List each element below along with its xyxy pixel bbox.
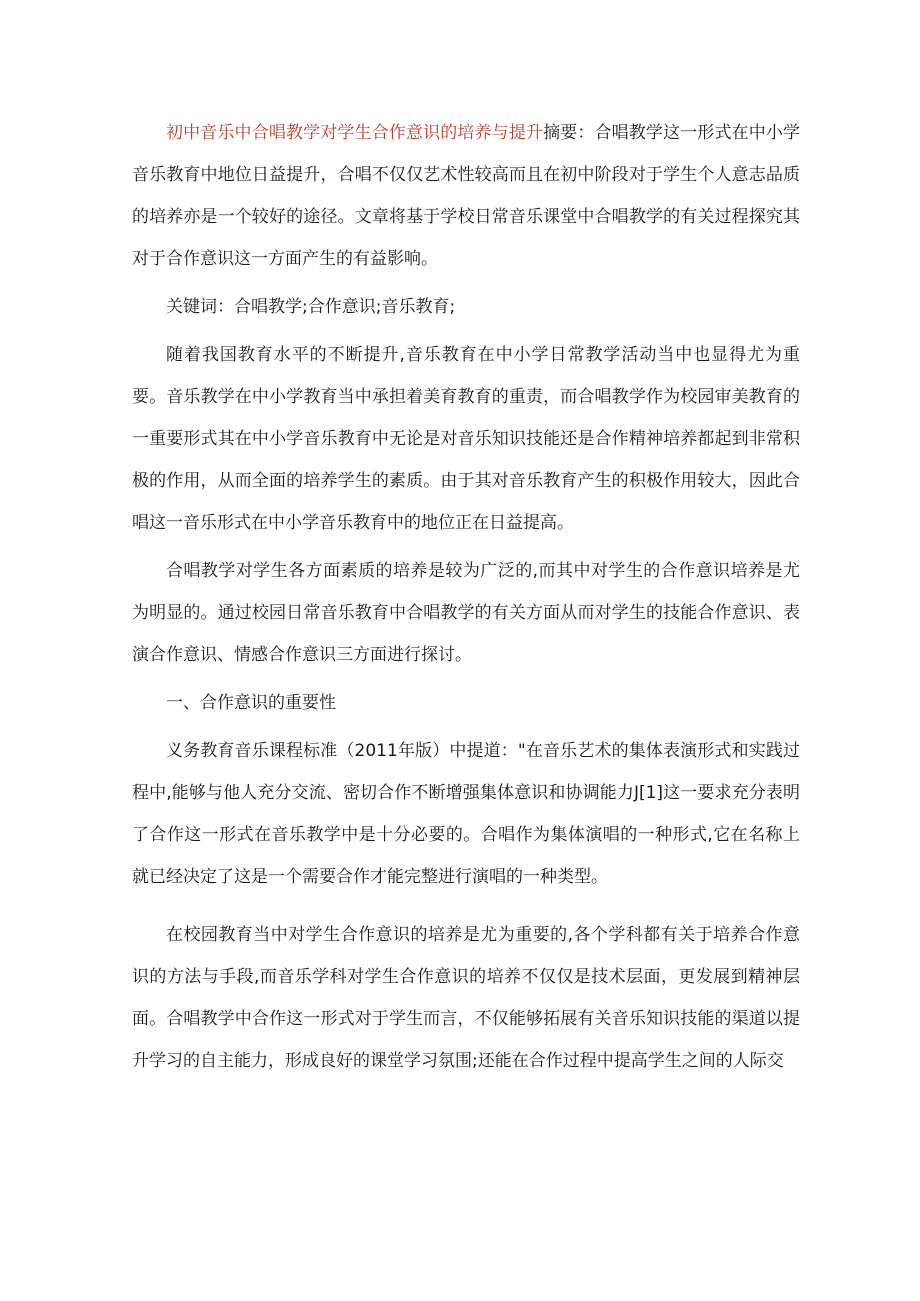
document-body	[132, 112, 800, 1088]
body-paragraph-2: 合唱教学对学生各方面素质的培养是较为广泛的,而其中对学生的合作意识培养是尤为明显的。通过校园日常音乐教育中合唱教学的有关方面从而对学生的技能合作意识、表演合作意识、情感合作意识三方面进行探讨。	[132, 561, 800, 665]
abstract-text: 摘要：合唱教学这一形式在中小学音乐教育中地位日益提升，合唱不仅仅艺术性较高而且在初中阶段对于学生个人意志品质的培养亦是一个较好的途径。文章将基于学校日常音乐课堂中合唱教学的有关过程探究其对于合作意识这一方面产生的有益影响。	[132, 123, 801, 269]
section-heading: 一、合作意识的重要性	[166, 693, 336, 713]
abstract-paragraph	[132, 112, 800, 280]
body-paragraph-1: 随着我国教育水平的不断提升,音乐教育在中小学日常教学活动当中也显得尤为重要。音乐教学在中小学教育当中承担着美育教育的重责，而合唱教学作为校园审美教育的一重要形式其在中小学音乐教育中无论是对音乐知识技能还是合作精神培养都起到非常积极的作用，从而全面的培养学生的素质。由于其对音乐教育产生的积极作用较大，因此合唱这一音乐形式在中小学音乐教育中的地位正在日益提高。	[132, 345, 800, 533]
document-title: 初中音乐中合唱教学对学生合作意识的培养与提升	[166, 123, 544, 143]
section-paragraph-1: 义务教育音乐课程标准（2011年版）中提道："在音乐艺术的集体表演形式和实践过程中,能够与他人充分交流、密切合作不断增强集体意识和协调能力J[1]这一要求充分表明了合作这一形式在音乐教学中是十分必要的。合唱作为集体演唱的一种形式,它在名称上就已经决定了这是一个需要合作才能完整进行演唱的一种类型。	[132, 741, 800, 887]
keywords-paragraph: 关键词：合唱教学;合作意识;音乐教育;	[166, 297, 456, 317]
section-paragraph-2: 在校园教育当中对学生合作意识的培养是尤为重要的,各个学科都有关于培养合作意识的方法与手段,而音乐学科对学生合作意识的培养不仅仅是技术层面，更发展到精神层面。合唱教学中合作这一形式对于学生而言，不仅能够拓展有关音乐知识技能的渠道以提升学习的自主能力，形成良好的课堂学习氛围;还能在合作过程中提高学生之间的人际交	[132, 925, 800, 1071]
